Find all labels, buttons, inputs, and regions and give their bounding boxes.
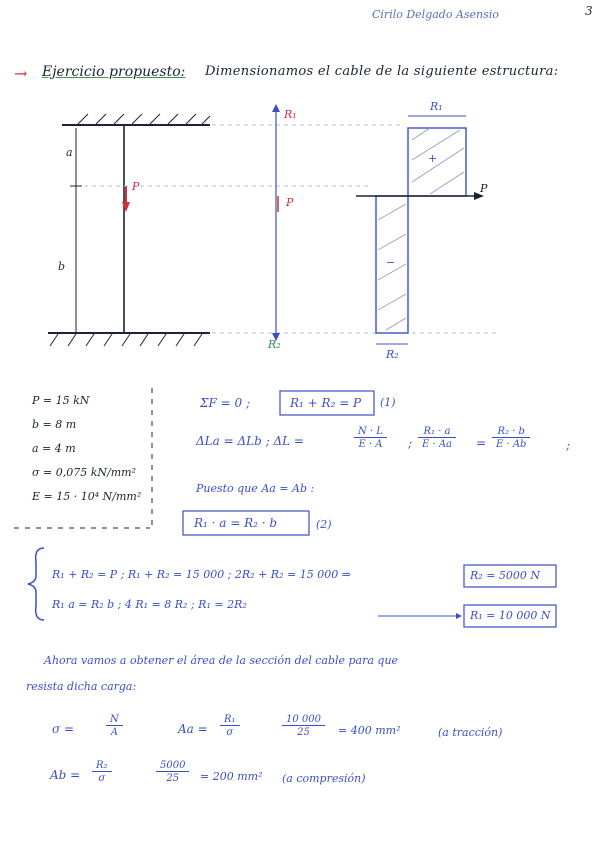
system-row-1: R₁ + R₂ = P ; R₁ + R₂ = 15 000 ; 2R₂ + R₂ = 15 000 ⇒	[52, 568, 351, 581]
stress-fraction	[106, 714, 123, 738]
given-e: E = 15 · 10⁴ N/mm²	[32, 490, 142, 503]
area-b-label: Ab =	[50, 768, 81, 782]
r1-result: R₁ = 10 000 N	[470, 609, 551, 622]
author-name: Cirilo Delgado Asensio	[372, 8, 499, 21]
free-body-p-label: P	[286, 196, 294, 209]
exercise-label: Ejercicio propuesto:	[42, 64, 186, 80]
r2-fraction-numerator: R₂ · b	[497, 426, 525, 437]
system-row-2: R₁ a = R₂ b ; 4 R₁ = 8 R₂ ; R₁ = 2R₂	[52, 598, 247, 611]
area-a-den-2: 25	[282, 725, 325, 738]
chart-r2-label: R₂	[386, 348, 399, 361]
area-b-note: (a compresión)	[282, 772, 366, 785]
elongation-denominator: E · A	[354, 437, 387, 450]
area-a-fraction-1	[220, 714, 240, 738]
area-a-result: = 400 mm²	[338, 724, 401, 737]
area-b-den-2: 25	[156, 771, 189, 784]
page-number: 3	[585, 4, 593, 18]
area-a-note: (a tracción)	[438, 726, 503, 739]
dimension-b-label: b	[58, 260, 66, 273]
given-p: P = 15 kN	[32, 394, 90, 407]
area-b-num-2: 5000	[160, 760, 186, 771]
dimension-a-label: a	[66, 146, 73, 159]
r1-fraction-numerator: R₁ · a	[423, 426, 451, 437]
stress-denominator: A	[106, 725, 123, 738]
area-b-result: = 200 mm²	[200, 770, 263, 783]
equation-1-tag: (1)	[380, 396, 396, 409]
given-sigma: σ = 0,075 kN/mm²	[32, 466, 136, 479]
given-a: a = 4 m	[32, 442, 76, 455]
tension-sign: +	[428, 152, 438, 165]
compression-sign: −	[386, 256, 396, 269]
area-a-fraction-2	[282, 714, 325, 738]
r1-fraction-denominator: E · Aa	[418, 437, 456, 450]
exercise-statement: Dimensionamos el cable de la siguiente estructura:	[205, 64, 559, 79]
elongation-fraction	[354, 426, 387, 450]
elongation-numerator: N · L	[358, 426, 383, 437]
chart-p-label: P	[480, 182, 488, 195]
title-arrow-icon: →	[14, 64, 28, 83]
reaction-r2-label: R₂	[268, 338, 281, 351]
stress-definition: σ =	[52, 722, 75, 736]
equals-sign: =	[476, 436, 487, 450]
stress-numerator: N	[110, 714, 119, 725]
equation-2: R₁ · a = R₂ · b	[194, 516, 278, 530]
r2-fraction	[492, 426, 530, 450]
given-b: b = 8 m	[32, 418, 77, 431]
area-a-label: Aa =	[178, 722, 208, 736]
area-b-num-1: R₂	[96, 760, 108, 771]
area-text-line-2: resista dicha carga:	[26, 680, 137, 693]
area-a-num-1: R₁	[224, 714, 236, 725]
area-text-line-1: Ahora vamos a obtener el área de la sección del cable para que	[44, 654, 399, 667]
area-b-den-1: σ	[92, 771, 112, 784]
separator-2: ;	[566, 438, 571, 452]
equation-2-tag: (2)	[316, 518, 332, 531]
equilibrium-equation: R₁ + R₂ = P	[290, 396, 362, 410]
chart-r1-label: R₁	[430, 100, 443, 113]
reaction-r1-label: R₁	[284, 108, 297, 121]
r1-fraction	[418, 426, 456, 450]
load-p-label: P	[132, 180, 140, 193]
separator-1: ;	[408, 436, 413, 450]
area-a-num-2: 10 000	[286, 714, 321, 725]
compatibility-equation: ΔLa = ΔLb ; ΔL =	[196, 434, 304, 448]
r2-result: R₂ = 5000 N	[470, 569, 541, 582]
since-equal-areas: Puesto que Aa = Ab :	[196, 482, 315, 495]
area-a-den-1: σ	[220, 725, 240, 738]
sum-forces: ΣF = 0 ;	[200, 396, 250, 410]
area-b-fraction-1	[92, 760, 112, 784]
area-b-fraction-2	[156, 760, 189, 784]
r2-fraction-denominator: E · Ab	[492, 437, 530, 450]
